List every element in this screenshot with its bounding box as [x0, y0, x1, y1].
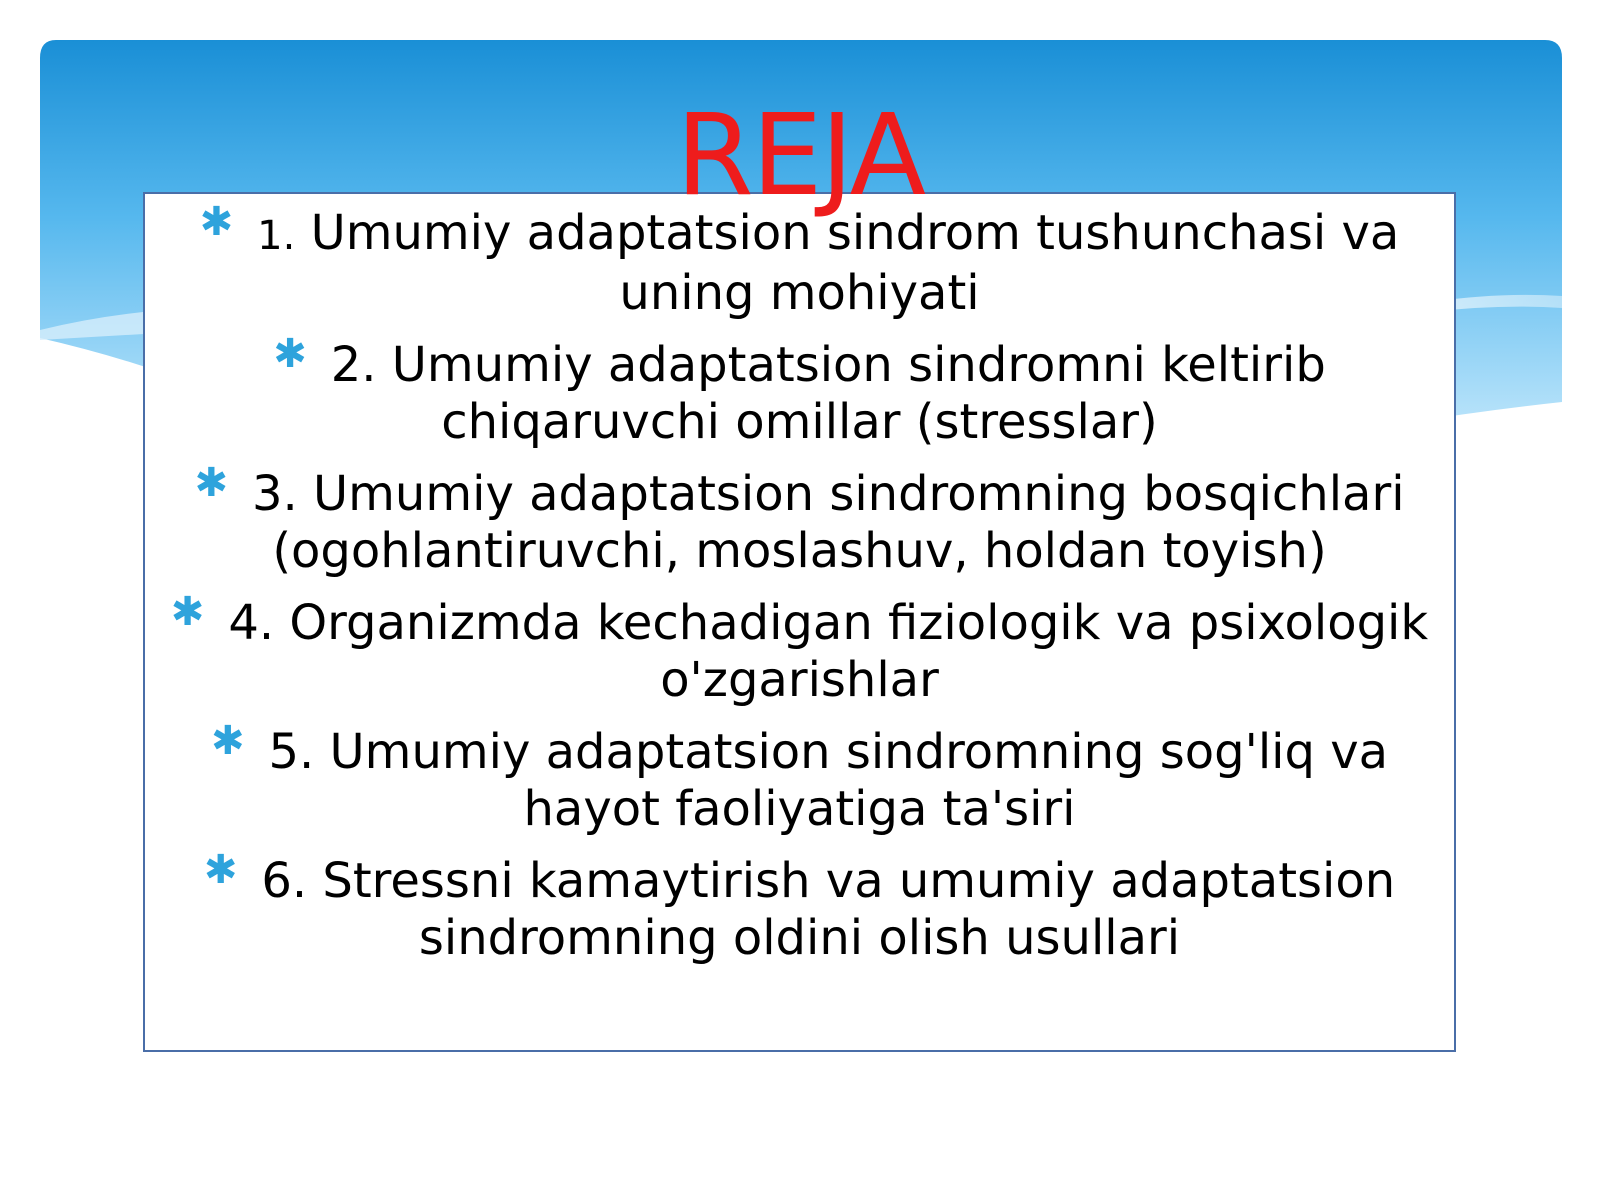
- item-number: 4.: [228, 595, 275, 651]
- item-text: Organizmda kechadigan fiziologik va psixologik o'zgarishlar: [289, 595, 1429, 708]
- item-number: 6.: [261, 853, 308, 909]
- asterisk-icon: ✱: [210, 718, 245, 764]
- item-number: 1.: [257, 213, 296, 259]
- item-text: Umumiy adaptatsion sindromning sog'liq va hayot faoliyatiga ta'siri: [329, 724, 1389, 837]
- item-text: Umumiy adaptatsion sindrom tushunchasi va uning mohiyati: [310, 205, 1400, 321]
- asterisk-icon: ✱: [194, 460, 228, 506]
- item-text: Umumiy adaptatsion sindromning bosqichlari (ogohlantiruvchi, moslashuv, holdan toyish): [272, 466, 1405, 579]
- content-box: [143, 192, 1456, 1052]
- list-item: [145, 331, 1454, 451]
- plan-list: [145, 199, 1454, 979]
- item-number: 3.: [251, 466, 298, 522]
- item-text: Stressni kamaytirish va umumiy adaptatsion sindromning oldini olish usullari: [322, 853, 1396, 966]
- page-title: REJA: [675, 91, 925, 221]
- list-item: [145, 460, 1454, 580]
- asterisk-icon: ✱: [199, 199, 234, 245]
- item-number: 5.: [268, 724, 315, 780]
- item-text: Umumiy adaptatsion sindromni keltirib chiqaruvchi omillar (stresslar): [391, 337, 1326, 450]
- asterisk-icon: ✱: [170, 589, 205, 635]
- list-item: [145, 589, 1454, 709]
- asterisk-icon: ✱: [203, 847, 238, 893]
- list-item: [145, 847, 1454, 967]
- list-item: [145, 718, 1454, 838]
- item-number: 2.: [330, 337, 377, 393]
- asterisk-icon: ✱: [273, 331, 307, 377]
